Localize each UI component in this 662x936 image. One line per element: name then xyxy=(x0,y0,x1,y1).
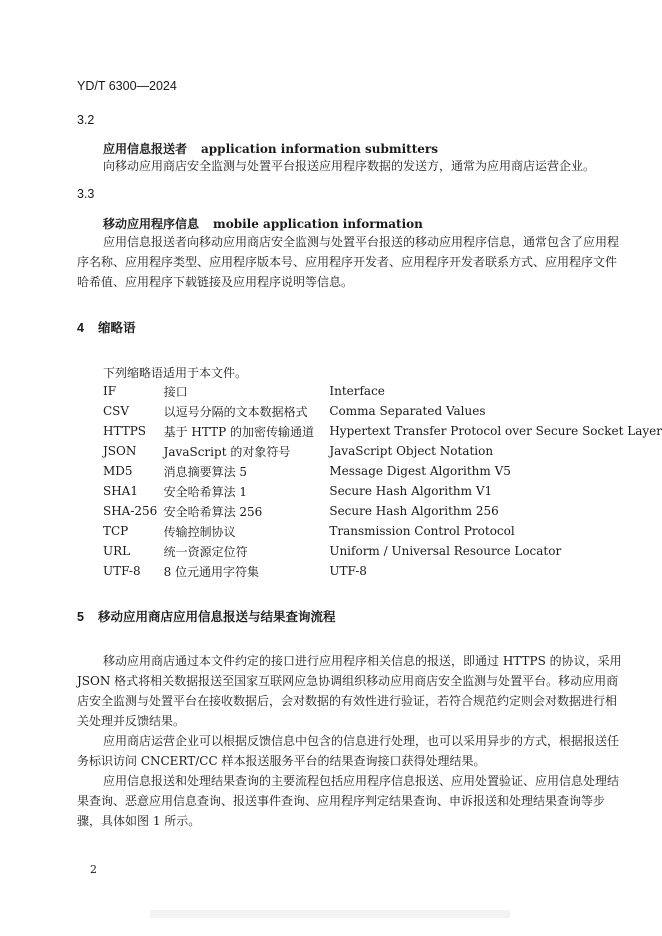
abbr-cell: CSV xyxy=(103,404,130,418)
table-row xyxy=(103,461,662,481)
term-en: mobile application information xyxy=(213,217,423,231)
page-number: 2 xyxy=(90,863,97,876)
table-row xyxy=(103,401,662,421)
section-5-paragraph-1 xyxy=(77,651,622,731)
abbr-cell: IF xyxy=(103,384,117,398)
abbr-cell: HTTPS xyxy=(103,424,146,438)
abbr-en-cell: UTF-8 xyxy=(329,564,367,578)
section-title: 移动应用商店应用信息报送与结果查询流程 xyxy=(97,610,336,624)
abbreviations-table xyxy=(103,381,662,581)
abbr-zh-cell: 基于 HTTP 的加密传输通道 xyxy=(163,424,314,439)
table-row xyxy=(103,421,662,441)
abbr-en-cell: Message Digest Algorithm V5 xyxy=(329,464,511,478)
section-5-heading xyxy=(77,607,335,625)
table-row xyxy=(103,441,662,461)
abbr-cell: SHA-256 xyxy=(103,504,158,518)
section-4-heading xyxy=(77,318,135,336)
abbr-en-cell: Secure Hash Algorithm V1 xyxy=(329,484,493,498)
abbr-zh-cell: 以逗号分隔的文本数据格式 xyxy=(163,404,308,419)
abbr-cell: JSON xyxy=(103,444,137,458)
paragraph-line: 应用信息报送和处理结果查询的主要流程包括应用程序信息报送、应用处置验证、应用信息处理结 xyxy=(103,774,620,788)
abbr-en-cell: Interface xyxy=(329,384,385,398)
section-5-paragraph-2 xyxy=(77,731,620,771)
abbr-zh-cell: 安全哈希算法 1 xyxy=(163,484,248,499)
abbr-en-cell: Hypertext Transfer Protocol over Secure Socket Layer xyxy=(329,424,662,438)
abbr-cell: TCP xyxy=(103,524,129,538)
abbr-en-cell: Transmission Control Protocol xyxy=(329,524,515,538)
abbr-cell: URL xyxy=(103,544,131,558)
abbr-zh-cell: 传输控制协议 xyxy=(163,524,236,539)
abbr-en-cell: Secure Hash Algorithm 256 xyxy=(329,504,499,518)
clause-3-2-term xyxy=(103,140,438,157)
abbr-zh-cell: 8 位元通用字符集 xyxy=(163,564,260,579)
paragraph-line: JSON 格式将相关数据报送至国家互联网应急协调组织移动应用商店安全监测与处置平台。移动应用商 xyxy=(77,674,619,688)
abbr-zh-cell: JavaScript 的对象符号 xyxy=(163,444,291,459)
table-row xyxy=(103,481,662,501)
table-row xyxy=(103,501,662,521)
abbr-en-cell: JavaScript Object Notation xyxy=(329,444,494,458)
paragraph-line: 应用商店运营企业可以根据反馈信息中包含的信息进行处理，也可以采用异步的方式，根据报送任 xyxy=(103,734,620,748)
section-number: 4 xyxy=(77,321,84,335)
abbr-en-cell: Comma Separated Values xyxy=(329,404,486,418)
clause-3-3-number: 3.3 xyxy=(77,187,95,201)
section-title: 缩略语 xyxy=(97,321,136,335)
definition-line: 向移动应用商店安全监测与处置平台报送应用程序数据的发送方，通常为应用商店运营企业。 xyxy=(103,159,596,173)
paragraph-line: 店安全监测与处置平台在接收数据后，会对数据的有效性进行验证，若符合规范约定则会对数据进行相 xyxy=(77,694,618,708)
term-zh: 移动应用程序信息 xyxy=(103,217,200,231)
definition-line: 序名称、应用程序类型、应用程序版本号、应用程序开发者、应用程序开发者联系方式、应用程序文件 xyxy=(77,255,618,269)
abbr-cell: MD5 xyxy=(103,464,133,478)
abbr-en-cell: Uniform / Universal Resource Locator xyxy=(329,544,562,558)
footer-watermark-band xyxy=(150,910,510,918)
table-row xyxy=(103,541,662,561)
term-zh: 应用信息报送者 xyxy=(103,142,188,156)
paragraph-line: 务标识访问 CNCERT/CC 样本报送服务平台的结果查询接口获得处理结果。 xyxy=(77,754,486,768)
document-code: YD/T 6300—2024 xyxy=(77,79,177,93)
table-row xyxy=(103,381,662,401)
section-5-paragraph-3 xyxy=(77,771,620,831)
clause-3-3-definition xyxy=(77,232,620,292)
definition-line: 应用信息报送者向移动应用商店安全监测与处置平台报送的移动应用程序信息，通常包含了应用程 xyxy=(103,235,620,249)
paragraph-line: 骤，具体如图 1 所示。 xyxy=(77,814,201,828)
term-en: application information submitters xyxy=(201,142,438,156)
definition-line: 哈希值、应用程序下载链接及应用程序说明等信息。 xyxy=(77,275,354,289)
section-number: 5 xyxy=(77,610,84,624)
table-row xyxy=(103,561,662,581)
abbr-zh-cell: 统一资源定位符 xyxy=(163,544,248,559)
paragraph-line: 移动应用商店通过本文件约定的接口进行应用程序相关信息的报送，即通过 HTTPS 的协议，采用 xyxy=(103,654,622,668)
clause-3-2-number: 3.2 xyxy=(77,113,95,127)
abbr-cell: SHA1 xyxy=(103,484,138,498)
abbr-zh-cell: 消息摘要算法 5 xyxy=(163,464,248,479)
clause-3-2-definition xyxy=(77,156,599,176)
abbreviations-intro: 下列缩略语适用于本文件。 xyxy=(103,366,248,380)
abbr-zh-cell: 接口 xyxy=(163,384,188,399)
paragraph-line: 果查询、恶意应用信息查询、报送事件查询、应用程序判定结果查询、申诉报送和处理结果查询等步 xyxy=(77,794,606,808)
clause-3-3-term xyxy=(103,215,423,232)
abbr-cell: UTF-8 xyxy=(103,564,141,578)
paragraph-line: 关处理并反馈结果。 xyxy=(77,714,186,728)
abbr-zh-cell: 安全哈希算法 256 xyxy=(163,504,263,519)
table-row xyxy=(103,521,662,541)
